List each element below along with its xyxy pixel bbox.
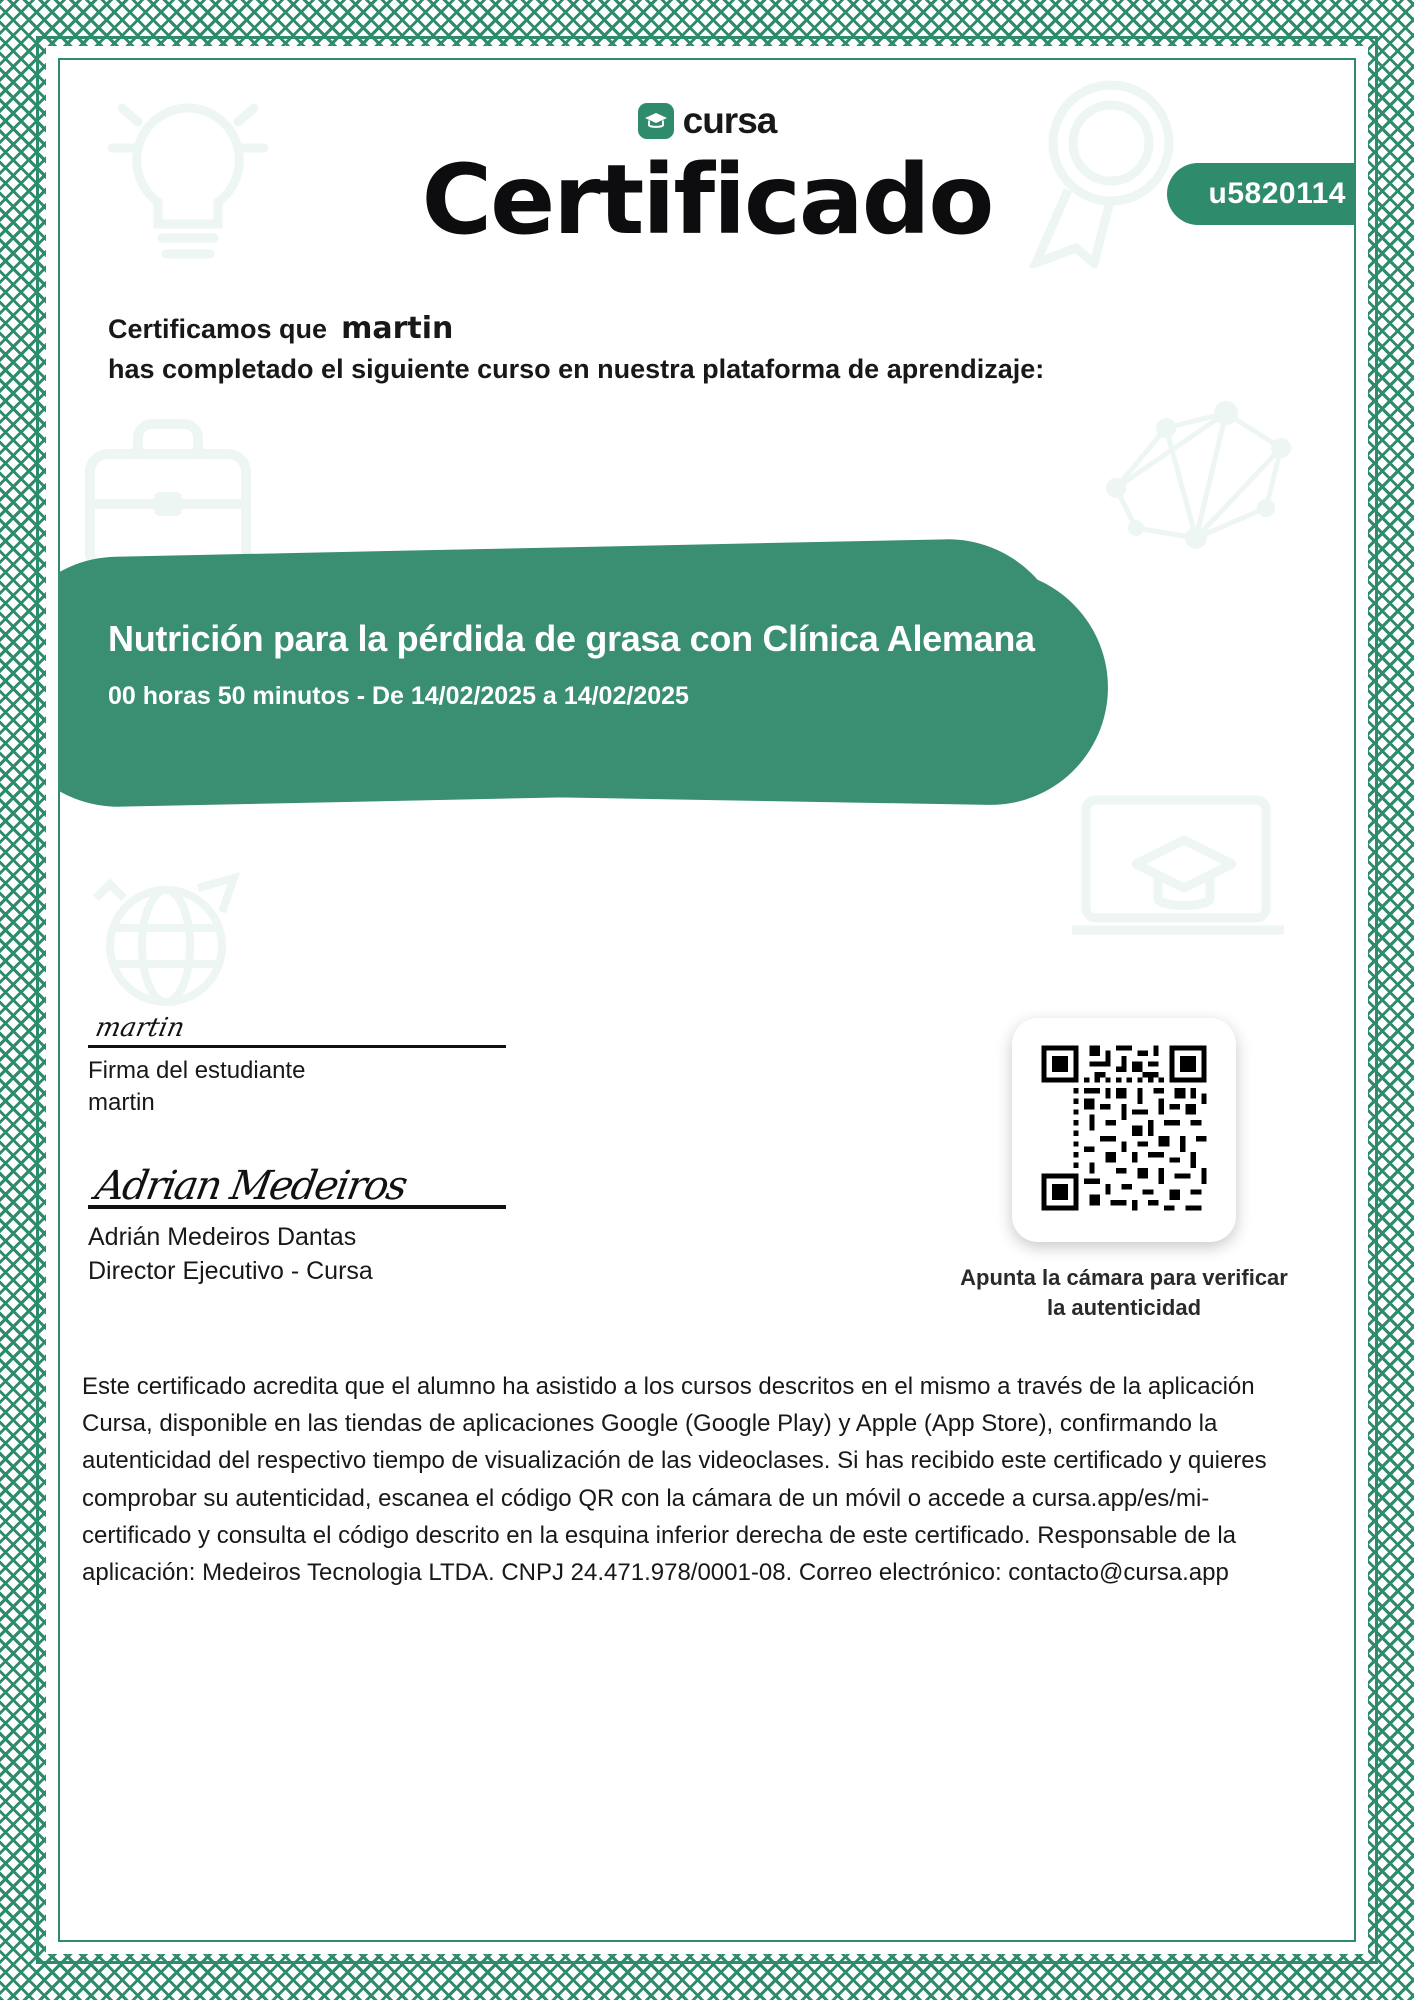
director-name: Adrián Medeiros Dantas [88,1223,357,1251]
course-info [108,618,1058,711]
student-signature-mark: martin [92,1013,188,1043]
online-learning-watermark-icon [1066,778,1296,958]
student-name: martin [341,311,454,346]
statement-prefix: Certificamos que [108,314,328,344]
qr-code-card[interactable] [1012,1018,1236,1242]
course-duration-dates: 00 horas 50 minutos - De 14/02/2025 a 14/02/2025 [108,682,689,710]
qr-caption: Apunta la cámara para verificar la autenticidad [960,1265,1288,1320]
certificate-page [58,58,1356,1942]
certificate-code-badge: u5820114 [1167,163,1356,225]
certification-statement [108,311,1308,385]
director-role: Director Ejecutivo - Cursa [88,1257,373,1285]
brand-name: cursa [682,100,777,141]
signature-rule [88,1045,506,1048]
graduation-cap-icon [638,103,674,139]
brand-logo [58,100,1356,142]
statement-line-one [108,311,1308,346]
student-signature-block [88,1013,708,1117]
network-nodes-watermark-icon [1076,378,1306,568]
statement-line-two: has completado el siguiente curso en nuestra plataforma de aprendizaje: [108,354,1045,384]
student-signature-name: martin [88,1089,155,1116]
page-title: Certificado [421,144,993,256]
course-title: Nutrición para la pérdida de grasa con Clínica Alemana [108,618,1035,659]
legal-disclaimer: Este certificado acredita que el alumno ha asistido a los cursos descritos en el mismo a través de la aplicación Cursa, disponible en las tiendas de aplicaciones Google (Google Play) y Apple (App Store), confirmando la autenticidad del respectivo tiempo de visualización de las videoclases. Si has recibido este certificado y quieres comprobar su autenticidad, escanea el código QR con la cámara de un móvil o accede a cursa.app/es/mi-certificado y consulta el código descrito en la esquina inferior derecha de este certificado. Responsable de la aplicación: Medeiros Tecnologia LTDA. CNPJ 24.471.978/0001-08. Correo electrónico: contacto@cursa.app [82,1373,1267,1586]
student-signature-label: Firma del estudiante [88,1057,306,1084]
director-signature-mark: Adrian Medeiros [91,1163,410,1209]
qr-code-icon [1036,1040,1212,1221]
globe-watermark-icon [78,858,258,1028]
director-signature-block [88,1163,708,1286]
